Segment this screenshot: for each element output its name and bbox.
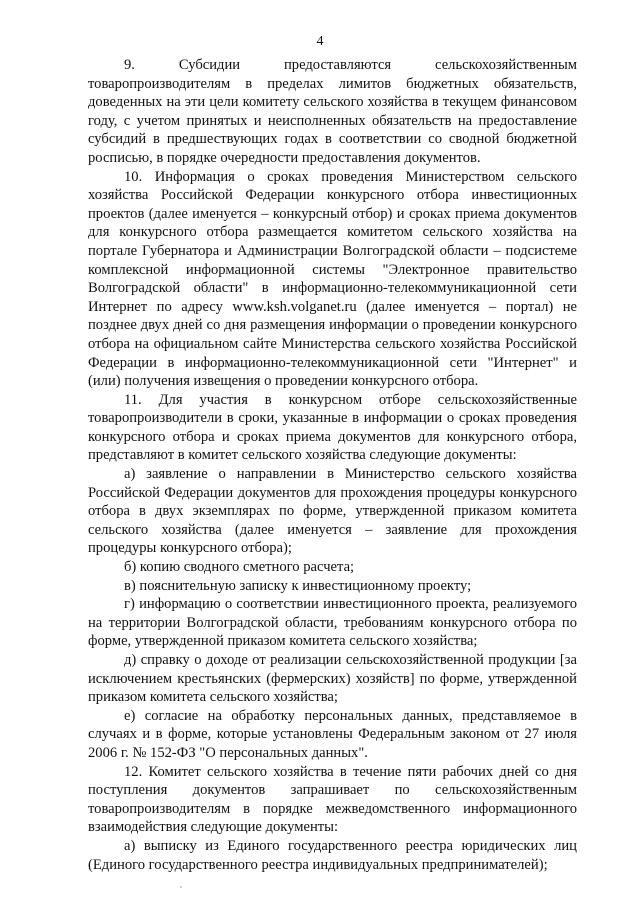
paragraph-11: 11. Для участия в конкурсном отборе сельскохозяйственные товаропроизводители в сроки, указанные в информации о сроках проведения конкурсного отбора и сроках приема документов для конкурсного отбора, представляют в комитет сельского хозяйства следующие документы: [88, 391, 577, 464]
paragraph-12: 12. Комитет сельского хозяйства в течение пяти рабочих дней со дня поступления документов запрашивает по сельскохозяйственным товаропроизводителям в порядке межведомственного информационного взаимодействия следующие документы: [88, 763, 577, 836]
scan-speck [180, 886, 182, 888]
paragraph-12-item-a: а) выписку из Единого государственного реестра юридических лиц (Единого государственного реестра индивидуальных предпринимателей); [88, 837, 577, 873]
paragraph-11-item-b: б) копию сводного сметного расчета; [124, 559, 355, 576]
paragraph-11-item-d: д) справку о доходе от реализации сельскохозяйственной продукции [за исключением крестьянских (фермерских) хозяйств] по форме, утвержденной приказом комитета сельского хозяйства; [88, 652, 577, 706]
paragraph-10: 10. Информация о сроках проведения Министерством сельского хозяйства Российской Федерации конкурсного отбора инвестиционных проектов (далее именуется – конкурсный отбор) и сроках приема документов для конкурсного отбора размещается комитетом сельского хозяйства на портале Губернатора и Администрации Волгоградской области – подсистеме комплексной информационной системы "Электронное правительство Волгоградской области" в информационно-телекоммуникационной сети Интернет по адресу www.ksh.volganet.ru (далее именуется – портал) не позднее двух дней со дня размещения информации о проведении конкурсного отбора на официальном сайте Министерства сельского хозяйства Российской Федерации в информационно-телекоммуникационной сети "Интернет" и (или) получения извещения о проведении конкурсного отбора. [88, 168, 577, 390]
page-number: 4 [316, 34, 324, 49]
paragraph-11-item-v: в) пояснительную записку к инвестиционному проекту; [124, 577, 472, 594]
document-body [88, 56, 577, 874]
paragraph-9: 9. Субсидии предоставляются сельскохозяйственным товаропроизводителям в пределах лимитов бюджетных обязательств, доведенных на эти цели комитету сельского хозяйства в текущем финансовом году, с учетом принятых и неисполненных обязательств на предоставление субсидий в предшествующих годах в соответствии со сводной бюджетной росписью, в порядке очередности предоставления документов. [88, 57, 577, 166]
paragraph-11-item-a: а) заявление о направлении в Министерство сельского хозяйства Российской Федерации документов для прохождения процедуры конкурсного отбора в двух экземплярах по форме, утвержденной приказом комитета сельского хозяйства (далее именуется – заявление для прохождения процедуры конкурсного отбора); [88, 466, 577, 557]
paragraph-11-item-e: е) согласие на обработку персональных данных, представляемое в случаях и в форме, которые установлены Федеральным законом от 27 июля 2006 г. № 152-ФЗ "О персональных данных". [88, 707, 577, 761]
paragraph-11-item-g: г) информацию о соответствии инвестиционного проекта, реализуемого на территории Волгоградской области, требованиям конкурсного отбора по форме, утвержденной приказом комитета сельского хозяйства; [88, 596, 577, 650]
